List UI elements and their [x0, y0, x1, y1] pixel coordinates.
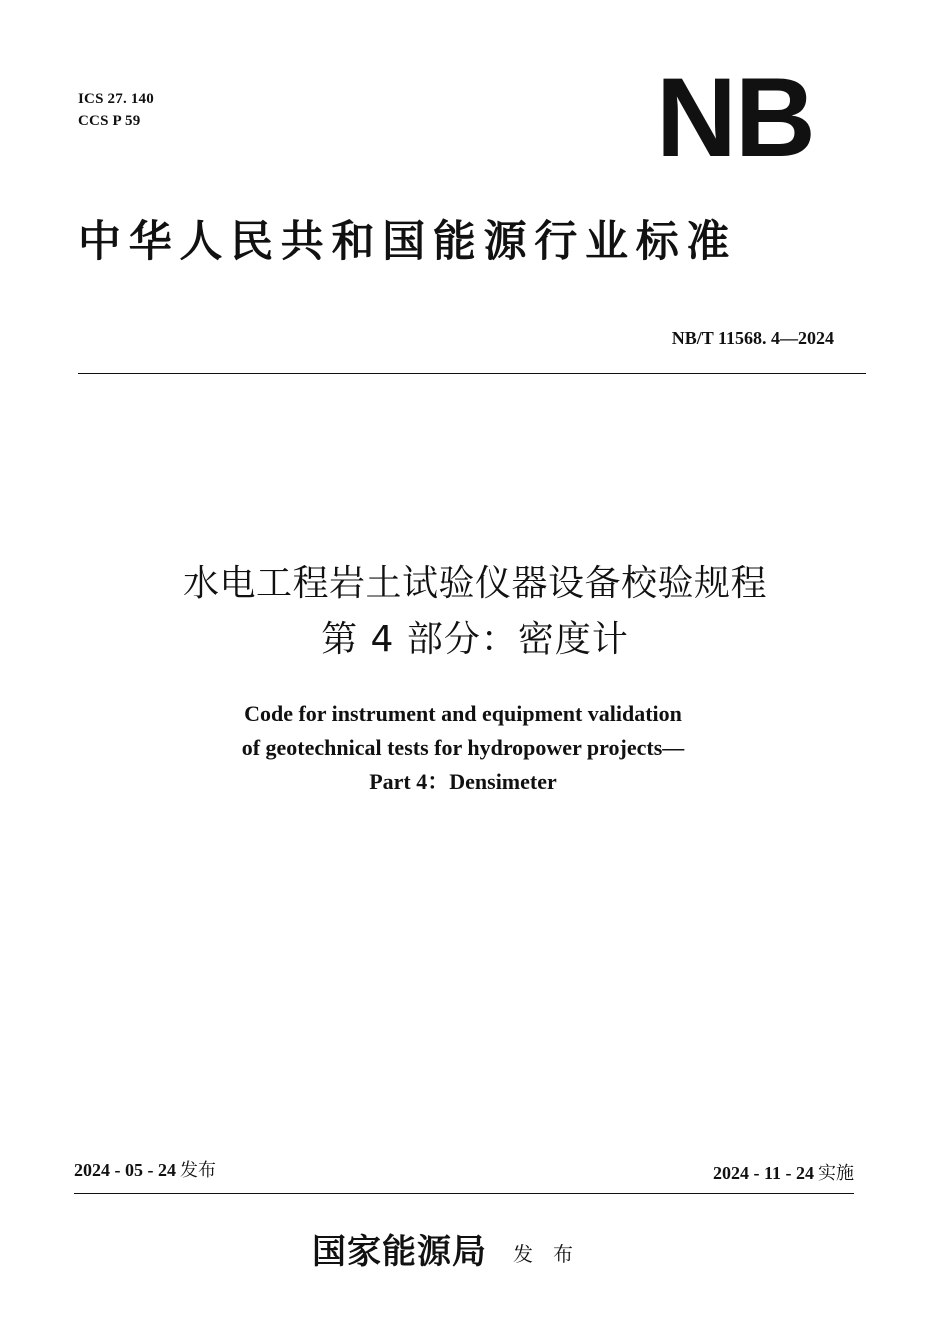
publisher-action: 发布 [513, 1242, 593, 1266]
bottom-divider [74, 1193, 854, 1194]
english-title-line-1: Code for instrument and equipment validation [244, 701, 682, 726]
ics-code: ICS 27. 140 [78, 91, 154, 107]
ccs-code: CCS P 59 [78, 113, 141, 129]
publisher-name: 国家能源局 [312, 1232, 487, 1272]
english-title-line-2: of geotechnical tests for hydropower projects— [241, 735, 685, 760]
chinese-title [0, 556, 950, 668]
classification-codes [78, 88, 154, 132]
issue-date-block [74, 1158, 216, 1183]
implementation-date: 2024 - 11 - 24 [713, 1163, 814, 1183]
top-divider [78, 373, 866, 374]
chinese-title-line-2: 第 4 部分：密度计 [321, 619, 629, 660]
english-title [0, 697, 926, 799]
publisher-block [312, 1230, 593, 1276]
implementation-date-block [713, 1161, 854, 1186]
nb-logo: NB [656, 55, 814, 180]
standard-number: NB/T 11568. 4—2024 [671, 328, 834, 348]
english-title-line-3: Part 4：Densimeter [369, 769, 557, 794]
issue-label: 发布 [180, 1160, 216, 1181]
issue-date: 2024 - 05 - 24 [74, 1160, 176, 1180]
implementation-label: 实施 [818, 1163, 854, 1184]
chinese-title-line-1: 水电工程岩土试验仪器设备校验规程 [182, 563, 767, 604]
standard-category-title: 中华人民共和国能源行业标准 [78, 217, 738, 267]
